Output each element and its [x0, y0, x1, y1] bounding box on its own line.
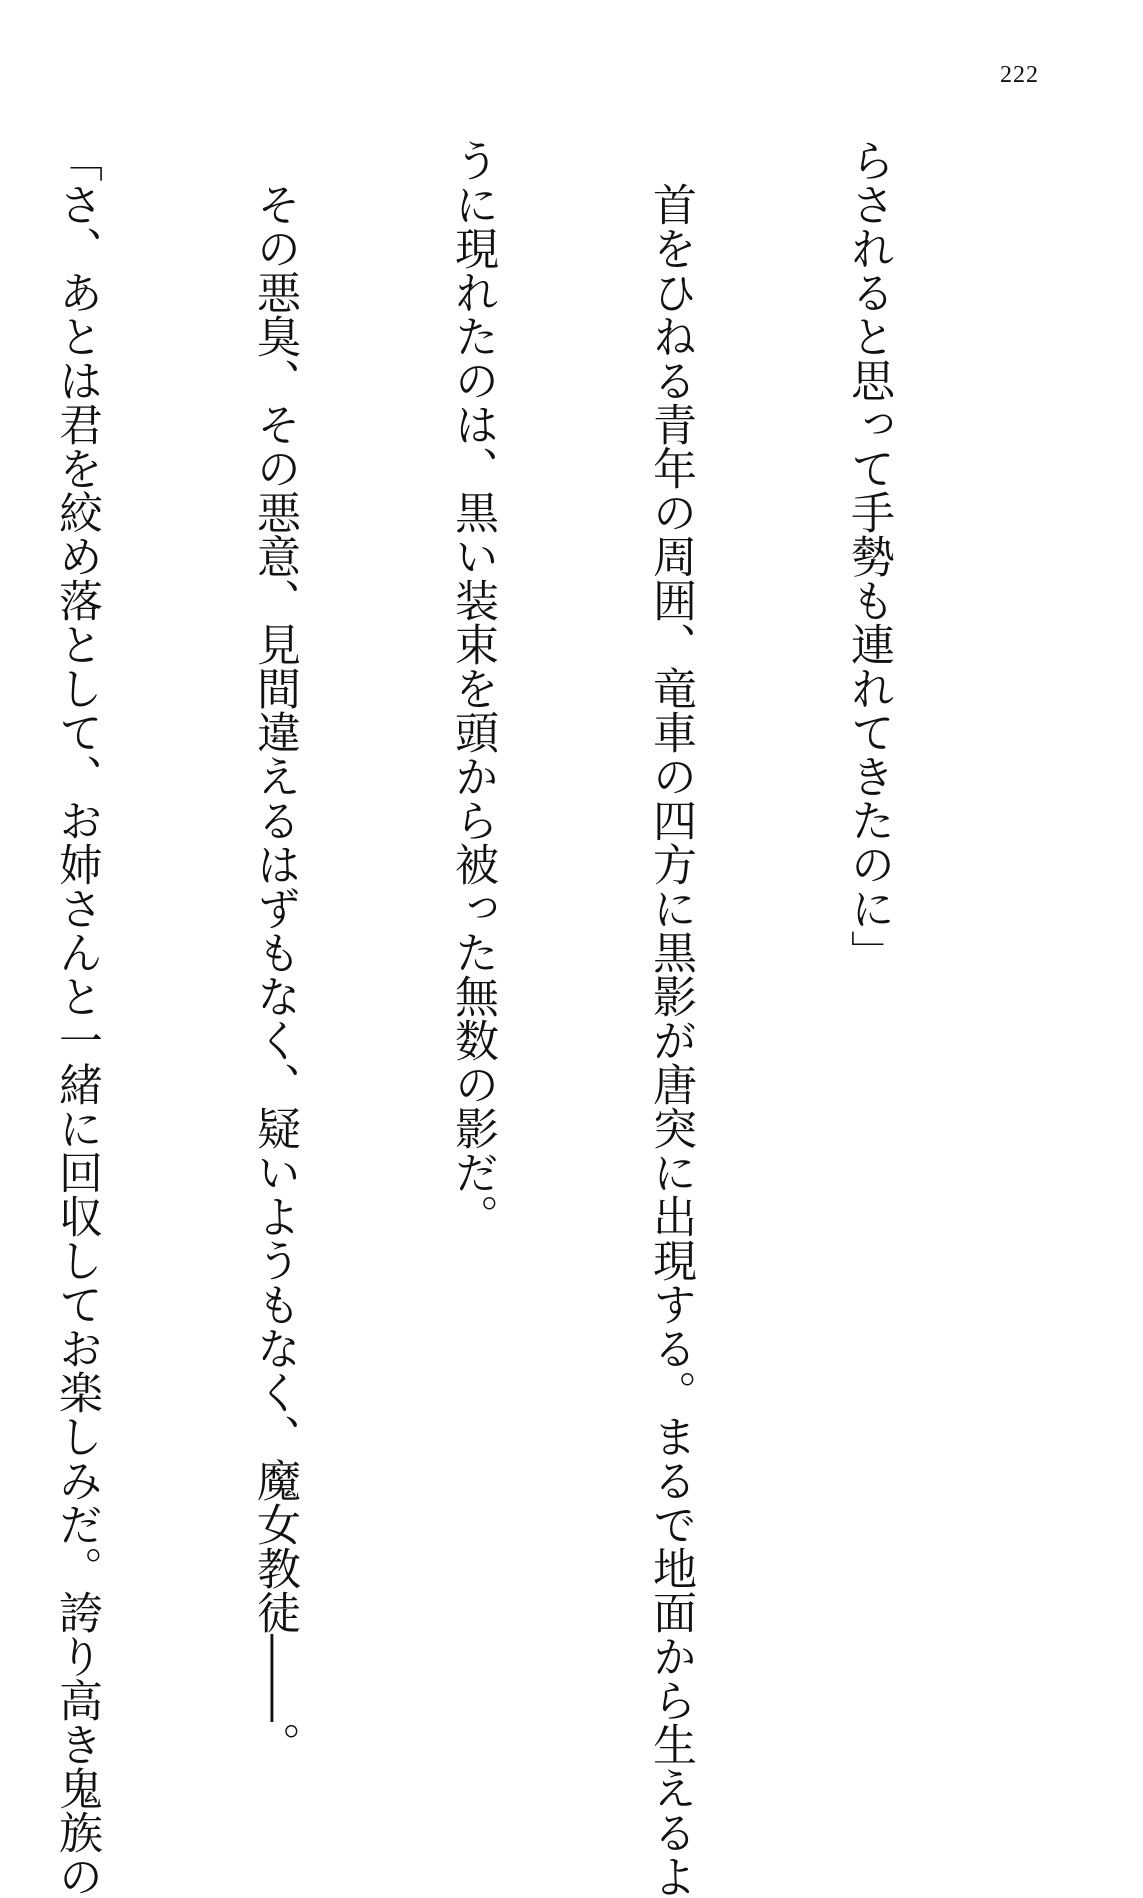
text-line: 首をひねる青年の周囲、竜車の四方に黒影が唐突に出現する。まるで地面から生えるよ	[645, 138, 696, 1898]
text-line: その悪臭、その悪意、見間違えるはずもなく、疑いようもなく、魔女教徒――。	[249, 138, 300, 1766]
vertical-text-body	[0, 138, 1033, 1898]
text-line: らされると思って手勢も連れてきたのに」	[843, 138, 894, 974]
text-line: うに現れたのは、黒い装束を頭から被った無数の影だ。	[447, 138, 498, 1238]
page-number: 222	[1000, 62, 1039, 88]
text-line: 「さ、あとは君を絞め落として、お姉さんと一緒に回収してお楽しみだ。誇り高き鬼族の	[51, 138, 102, 1898]
